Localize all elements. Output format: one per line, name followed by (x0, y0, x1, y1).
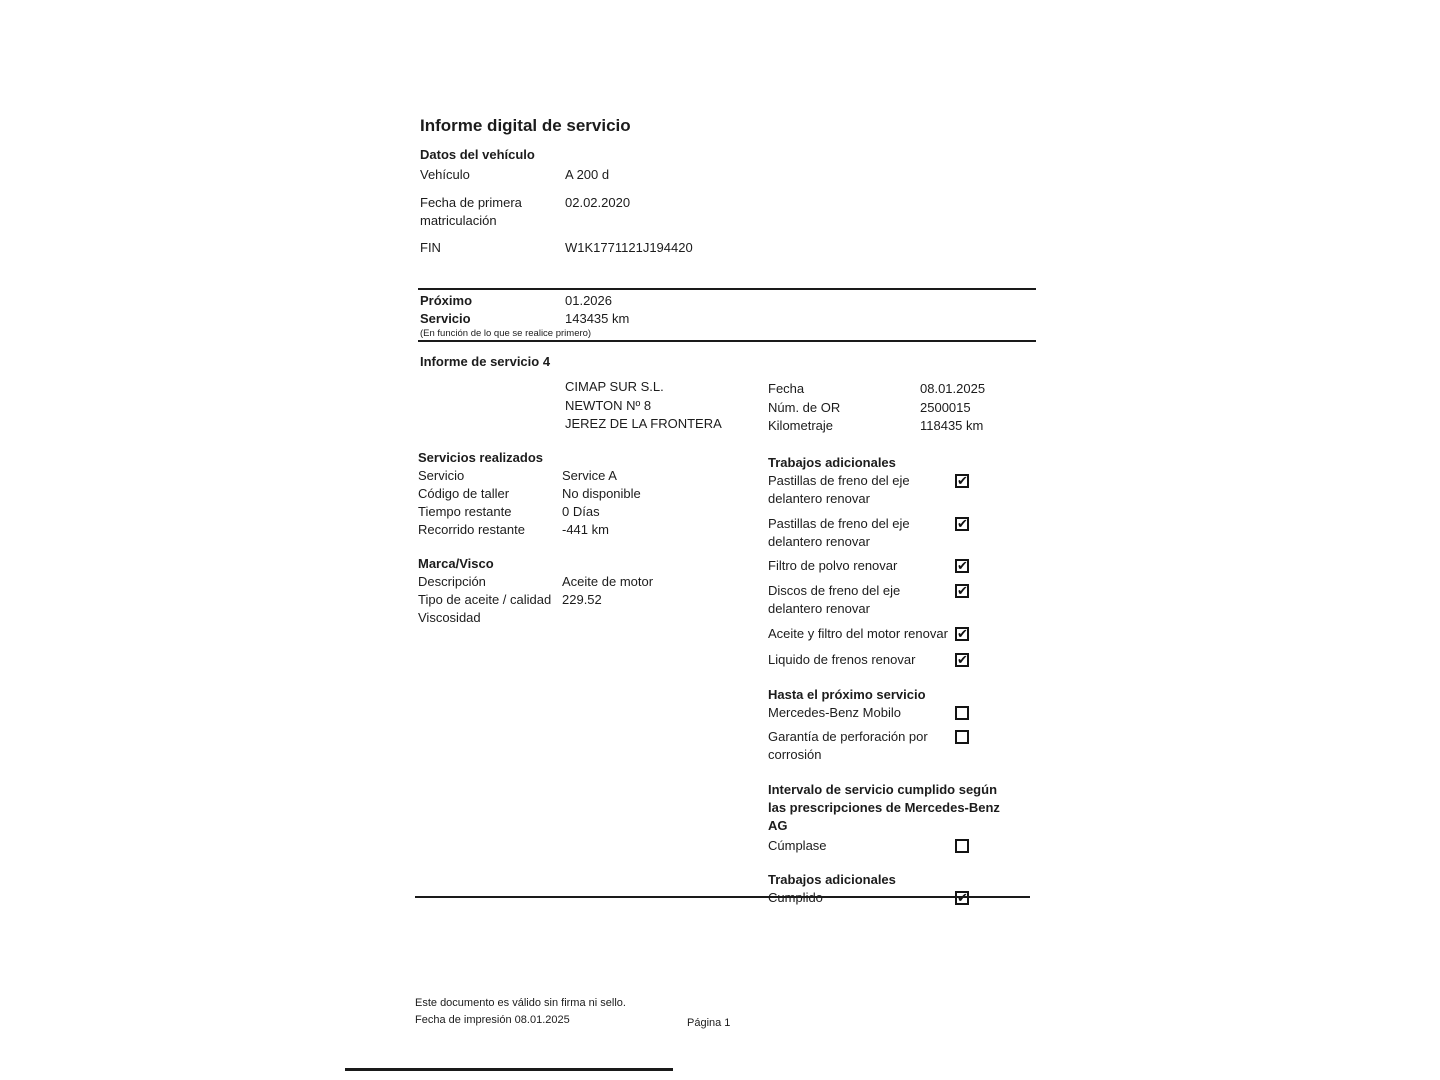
work-item-label: Aceite y filtro del motor renovar (768, 626, 948, 641)
checkbox[interactable] (955, 706, 969, 720)
field-label: FIN (420, 240, 441, 255)
field-row (768, 380, 1048, 399)
checkbox[interactable] (955, 584, 969, 598)
next-service-km: 143435 km (565, 311, 630, 326)
oil-section (418, 555, 758, 627)
checkbox[interactable] (955, 730, 969, 744)
field-label: Viscosidad (418, 610, 481, 625)
report-meta (768, 380, 1048, 436)
work-item (768, 625, 1018, 643)
oil-heading: Marca/Visco (418, 556, 494, 571)
field-label: Kilometraje (768, 418, 834, 433)
next-service-date: 01.2026 (565, 293, 612, 308)
field-row (418, 609, 758, 627)
work-item (768, 515, 1018, 551)
workshop-street: NEWTON Nº 8 (565, 397, 652, 413)
field-value: 118435 km (920, 418, 984, 433)
work-item (768, 557, 1018, 575)
work-item-label: Discos de freno del eje delantero renovar (768, 583, 901, 616)
field-label: Vehículo (420, 167, 470, 182)
work-item (768, 582, 1018, 618)
work-item-label (768, 889, 943, 907)
field-row (768, 417, 1048, 436)
field-label: Servicio (418, 468, 465, 483)
interval-heading: Intervalo de servicio cumplido según las prescripciones de Mercedes-Benz AG (768, 782, 1000, 833)
field-row (418, 485, 758, 503)
field-row (420, 166, 850, 184)
checkbox[interactable] (955, 653, 969, 667)
checkbox[interactable] (955, 839, 969, 853)
field-value: Service A (562, 468, 617, 483)
field-value: -441 km (562, 522, 609, 537)
work-item-label: Mercedes-Benz Mobilo (768, 705, 901, 720)
work-item-label: Cúmplase (768, 838, 827, 853)
work-item-label: Pastillas de freno del eje delantero renovar (768, 473, 910, 506)
field-label: Recorrido restante (418, 522, 525, 537)
field-row (420, 310, 850, 328)
vehicle-data-section (420, 146, 850, 257)
field-value: No disponible (562, 486, 641, 501)
field-row (418, 573, 758, 591)
work-item (768, 472, 1018, 508)
works-done-heading: Trabajos adicionales (768, 872, 896, 887)
field-row (418, 591, 758, 609)
until-next-service-heading: Hasta el próximo servicio (768, 687, 926, 702)
next-service-label: Próximo (420, 293, 473, 308)
field-value: Aceite de motor (562, 574, 654, 589)
next-service-label-2: Servicio (420, 311, 471, 326)
checkbox[interactable] (955, 559, 969, 573)
vehicle-section-heading: Datos del vehículo (420, 147, 535, 162)
work-item (768, 651, 1018, 669)
additional-works-column (768, 454, 1018, 907)
field-row (420, 194, 850, 230)
field-value: 02.02.2020 (565, 195, 631, 210)
footer-divider (345, 1068, 673, 1071)
field-label: Tiempo restante (418, 504, 512, 519)
divider (418, 288, 1036, 290)
field-label: Tipo de aceite / calidad (418, 592, 552, 607)
field-value: 0 Días (562, 504, 600, 519)
footer-page-number: Página 1 (687, 1017, 731, 1029)
field-row (418, 467, 758, 485)
field-value: W1K1771121J194420 (565, 240, 693, 255)
footer-validity-note: Este documento es válido sin firma ni sello. (415, 997, 626, 1009)
field-label: Descripción (418, 574, 486, 589)
workshop-name: CIMAP SUR S.L. (565, 379, 664, 394)
checkbox[interactable] (955, 517, 969, 531)
page-title: Informe digital de servicio (420, 116, 631, 135)
services-section (418, 449, 758, 539)
field-value: 2500015 (920, 399, 971, 415)
divider (415, 896, 1030, 898)
field-row (768, 399, 1048, 418)
field-label: Código de taller (418, 486, 510, 501)
additional-works-heading: Trabajos adicionales (768, 455, 896, 470)
field-row (420, 292, 850, 310)
work-item (768, 728, 1018, 764)
checkbox[interactable] (955, 627, 969, 641)
work-item-label: Pastillas de freno del eje delantero renovar (768, 516, 910, 549)
divider (418, 340, 1036, 342)
work-item (768, 837, 1018, 855)
work-item (768, 889, 1018, 907)
field-label: Fecha de primera matriculación (420, 195, 522, 228)
field-row (418, 521, 758, 539)
work-item-label: Filtro de polvo renovar (768, 558, 898, 573)
field-value: 229.52 (562, 592, 602, 607)
field-value: 08.01.2025 (920, 381, 986, 396)
work-item (768, 704, 1018, 722)
services-heading: Servicios realizados (418, 450, 544, 465)
next-service-note: (En función de lo que se realice primero) (420, 328, 592, 339)
field-row (420, 239, 850, 257)
checkbox[interactable] (955, 474, 969, 488)
field-label: Núm. de OR (768, 399, 841, 415)
report-heading: Informe de servicio 4 (420, 354, 551, 369)
checkbox[interactable] (955, 891, 969, 905)
workshop-address (565, 378, 722, 434)
field-row (418, 503, 758, 521)
work-item-label: Garantía de perforación por corrosión (768, 729, 928, 762)
next-service-section (420, 292, 850, 340)
field-value: A 200 d (565, 167, 610, 182)
footer-print-date: Fecha de impresión 08.01.2025 (415, 1014, 570, 1026)
field-label: Fecha (768, 381, 805, 396)
workshop-city: JEREZ DE LA FRONTERA (565, 416, 722, 431)
work-item-label: Liquido de frenos renovar (768, 652, 916, 667)
